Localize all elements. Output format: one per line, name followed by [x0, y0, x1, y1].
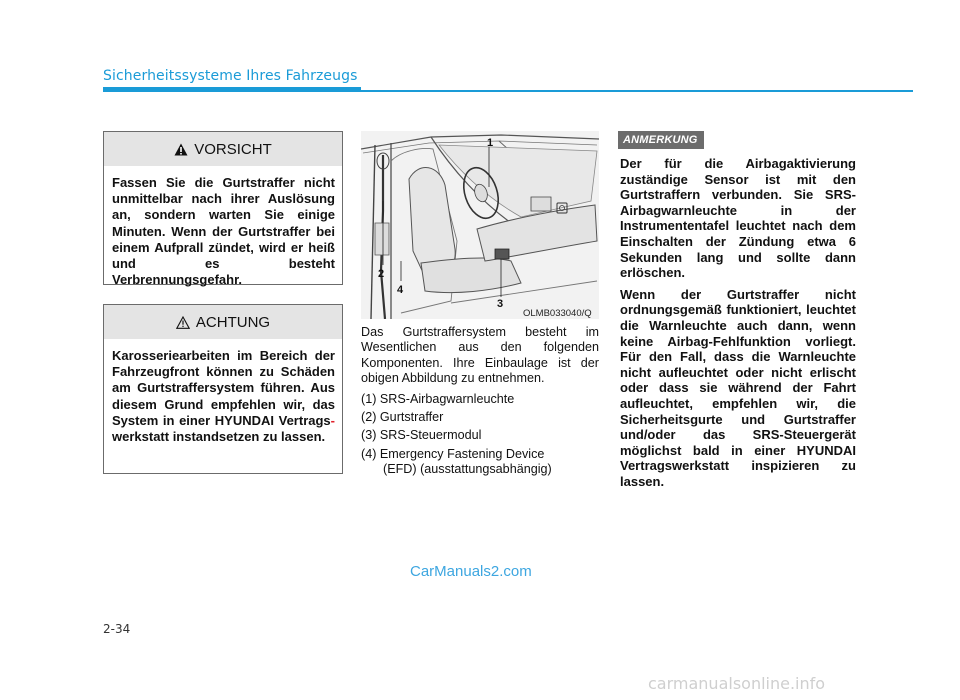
caution-box [103, 131, 343, 288]
caution-title: VORSICHT [194, 140, 272, 158]
list-item-text: (2) Gurtstraffer [361, 410, 444, 425]
caution-text: Fassen Sie die Gurtstraffer nicht unmittelbar nach ihrer Auslösung an, sondern warten Sie einige Minuten. Wenn der Gurtstraffer bei einem Aufprall zündet, wird er heiß und es besteht Verbrennungsgefahr. [112, 175, 335, 288]
note-paragraph-1: Der für die Airbagaktivierung zuständige Sensor ist mit den Gurtstraffern verbunden. Sie SRS-Airbagwarnleuchte in der Instrumententafel leuchtet nach dem Einschalten der Zündung etwa 6 Sekunden lang und sollte dann erlöschen. [620, 156, 856, 281]
callout-3: 3 [497, 298, 504, 310]
list-item [361, 392, 599, 407]
list-item-text: (3) SRS-Steuermodul [361, 428, 482, 443]
figure-code: OLMB033040/Q [523, 308, 592, 319]
callout-2: 2 [378, 268, 385, 280]
list-item [361, 410, 599, 425]
note-paragraph-2: Wenn der Gurtstraffer nicht ordnungsgemäß funktioniert, leuchtet die Warnleuchte auch dann, wenn keine Airbag-Fehlfunktion vorliegt. Für den Fall, dass die Warnleuchte nicht aufleuchtet oder nicht erlischt oder dass sie während der Fahrt aufleuchtet, empfehlen wir, die Sicherheitsgurte und Gurtstraffer und/oder das SRS-Steuergerät möglichst bald in einer HYUNDAI Vertragswerkstatt inspizieren zu lassen. [620, 286, 856, 489]
list-item-text: (1) SRS-Airbagwarnleuchte [361, 391, 515, 406]
callout-4: 4 [397, 284, 404, 296]
notice-text-part2: werkstatt instandsetzen zu lassen. [112, 429, 326, 445]
car-interior-illustration [361, 131, 599, 319]
page-number: 2-34 [103, 622, 131, 636]
header-rule-accent [103, 87, 361, 92]
notice-box [103, 304, 343, 474]
car-interior-drawing [361, 131, 599, 319]
warning-outline-icon [176, 316, 190, 329]
watermark-link[interactable]: CarManuals2.com [410, 563, 532, 580]
notice-text [104, 339, 342, 453]
site-watermark: carmanualsonline.info [648, 674, 826, 693]
note-label: ANMERKUNG [618, 131, 704, 149]
notice-hyphen: - [330, 412, 335, 428]
list-item-continuation: (EFD) (ausstattungsabhängig) [383, 462, 552, 477]
caution-header [104, 132, 342, 166]
notice-header [104, 305, 342, 339]
callout-1: 1 [487, 137, 494, 149]
list-item [361, 447, 599, 478]
intro-paragraph: Das Gurtstraffersystem besteht im Wesentlichen aus den folgenden Komponenten. Ihre Einbaulage ist der obigen Abbildung zu entnehmen. [361, 325, 599, 386]
component-description [361, 325, 599, 478]
list-item [361, 428, 599, 443]
warning-filled-icon [174, 143, 188, 156]
section-title: Sicherheitssysteme Ihres Fahrzeugs [103, 68, 358, 84]
note-text [620, 156, 856, 495]
list-item-text: (4) Emergency Fastening Device [361, 446, 545, 461]
notice-title: ACHTUNG [195, 313, 271, 331]
notice-text-part1: Karosseriearbeiten im Bereich der Fahrzeugfront können zu Schäden am Gurtstraffersystem führen. Aus diesem Grund empfehlen wir, das System in einer HYUNDAI Vertrags [112, 348, 335, 428]
